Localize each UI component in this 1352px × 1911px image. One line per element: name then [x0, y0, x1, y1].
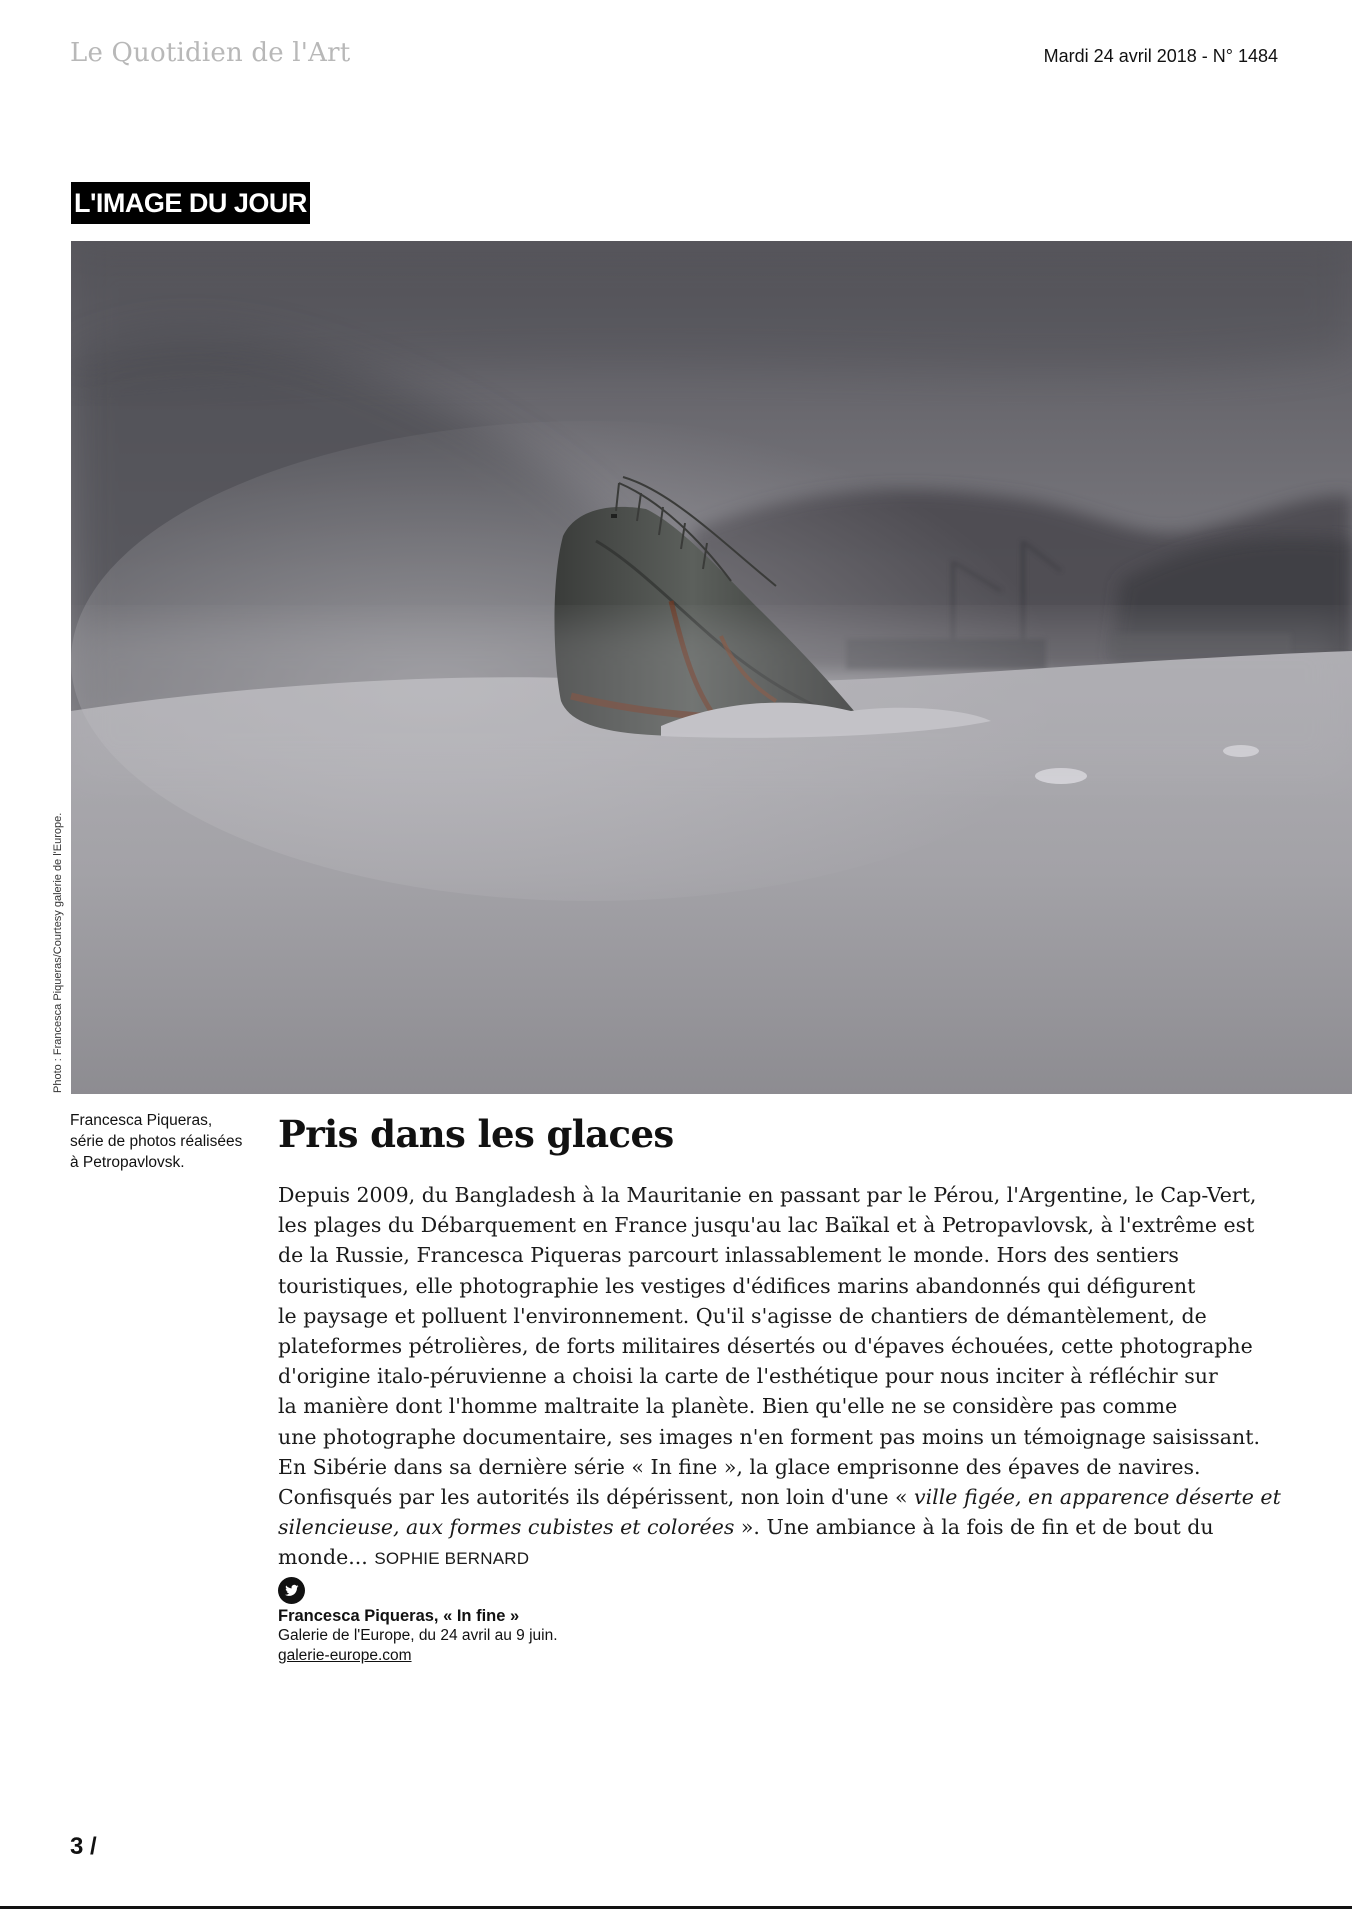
exhibition-title: Francesca Piqueras, « In fine » — [278, 1607, 520, 1625]
body-line: Depuis 2009, du Bangladesh à la Mauritanie en passant par le Pérou, l'Argentine, le Cap-Vert, — [278, 1183, 1257, 1207]
exhibition-venue: Galerie de l'Europe, du 24 avril au 9 juin. — [278, 1627, 558, 1644]
body-line: une photographe documentaire, ses images n'en forment pas moins un témoignage saisissant. — [278, 1424, 1260, 1449]
section-rubric: L'IMAGE DU JOUR — [71, 182, 310, 224]
article-photo — [71, 241, 1352, 1094]
body-text-run: ». Une ambiance à la fois de fin et de bout du — [734, 1515, 1214, 1540]
article-body — [278, 1180, 1288, 1575]
body-line: touristiques, elle photographie les vestiges d'édifices marins abandonnés qui défigurent — [278, 1273, 1196, 1298]
body-quote: ville figée, en apparence déserte et — [914, 1485, 1281, 1510]
bottom-rule — [0, 1906, 1352, 1909]
exhibition-info — [278, 1606, 558, 1666]
masthead: Le Quotidien de l'Art — [70, 38, 351, 68]
caption-line: Francesca Piqueras, — [70, 1112, 213, 1129]
gallery-link[interactable]: galerie-europe.com — [278, 1647, 412, 1664]
author-byline: SOPHIE BERNARD — [374, 1549, 530, 1569]
body-line — [278, 1482, 1288, 1512]
body-line: plateformes pétrolières, de forts militaires désertés ou d'épaves échouées, cette photographe — [278, 1334, 1253, 1359]
body-line — [278, 1512, 1288, 1542]
body-line: de la Russie, Francesca Piqueras parcourt inlassablement le monde. Hors des sentiers — [278, 1243, 1179, 1268]
body-line — [278, 1542, 1288, 1574]
body-text-run: monde... — [278, 1545, 375, 1570]
article-headline: Pris dans les glaces — [278, 1112, 674, 1156]
body-line: la manière dont l'homme maltraite la planète. Bien qu'elle ne se considère pas comme — [278, 1394, 1178, 1419]
body-line: En Sibérie dans sa dernière série « In fine », la glace emprisonne des épaves de navires. — [278, 1454, 1201, 1479]
body-line: le paysage et polluent l'environnement. Qu'il s'agisse de chantiers de démantèlement, de — [278, 1303, 1207, 1328]
twitter-icon[interactable] — [278, 1577, 305, 1604]
photo-caption — [70, 1110, 250, 1173]
body-line: les plages du Débarquement en France jusqu'au lac Baïkal et à Petropavlovsk, à l'extrême est — [278, 1213, 1255, 1238]
body-line: d'origine italo-péruvienne a choisi la carte de l'esthétique pour nous inciter à réfléchir sur — [278, 1364, 1218, 1389]
body-text-run: Confisqués par les autorités ils dépérissent, non loin d'une « — [278, 1485, 915, 1510]
caption-line: série de photos réalisées — [70, 1133, 243, 1150]
body-quote: silencieuse, aux formes cubistes et colorées — [278, 1515, 735, 1540]
issue-info: Mardi 24 avril 2018 - N° 1484 — [1043, 46, 1278, 66]
caption-line: à Petropavlovsk. — [70, 1154, 185, 1171]
page-number: 3 / — [70, 1833, 97, 1860]
photo-credit: Photo : Francesca Piqueras/Courtesy galerie de l'Europe. — [52, 812, 64, 1093]
